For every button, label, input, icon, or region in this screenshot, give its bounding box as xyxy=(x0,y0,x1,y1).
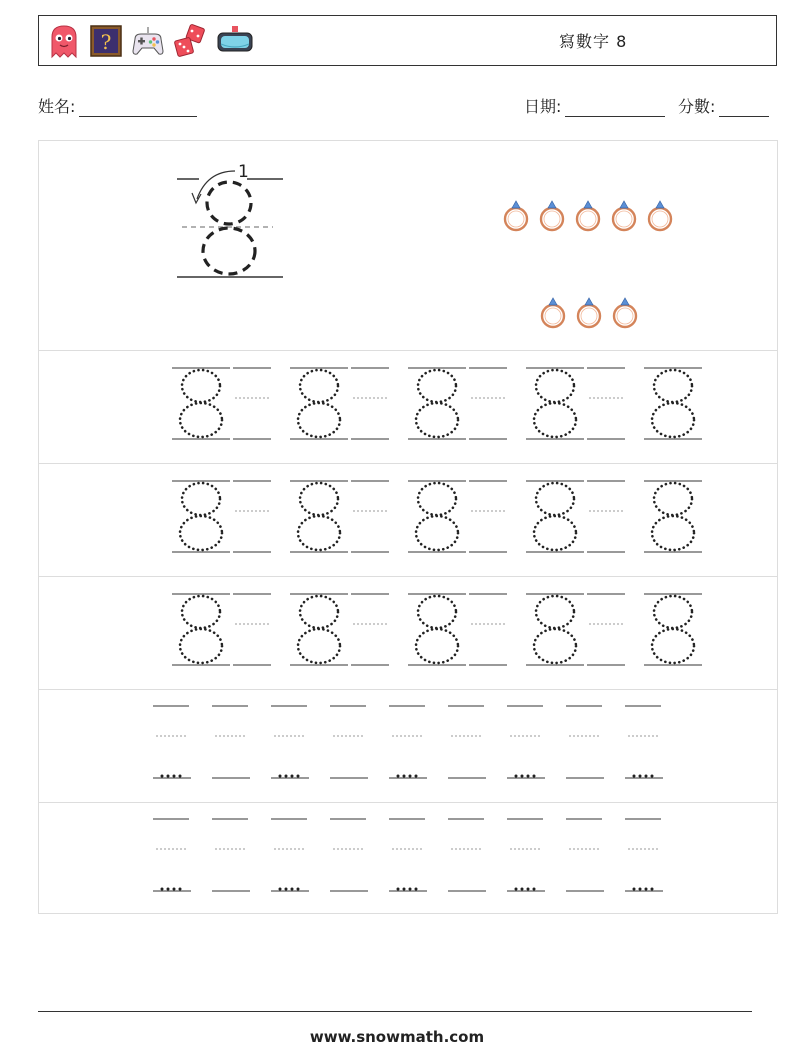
writing-cell[interactable] xyxy=(566,819,604,891)
traced-digit[interactable] xyxy=(408,594,466,665)
blank-cell[interactable] xyxy=(233,368,271,439)
blank-cell[interactable] xyxy=(587,594,625,665)
traced-digit[interactable] xyxy=(290,481,348,552)
write-row-2[interactable] xyxy=(39,803,777,914)
trace-svg[interactable] xyxy=(39,577,777,690)
name-label: 姓名: xyxy=(38,97,76,116)
header-icons xyxy=(47,22,255,60)
writing-cell[interactable] xyxy=(507,706,545,778)
traced-digit[interactable] xyxy=(172,594,230,665)
blank-cell[interactable] xyxy=(469,594,507,665)
date-field[interactable] xyxy=(524,94,665,117)
writing-cell[interactable] xyxy=(389,819,427,891)
svg-text:?: ? xyxy=(100,30,112,54)
traced-digit[interactable] xyxy=(408,368,466,439)
writing-cell[interactable] xyxy=(566,706,604,778)
blank-cell[interactable] xyxy=(587,481,625,552)
blank-cell[interactable] xyxy=(351,481,389,552)
example-row xyxy=(39,141,777,351)
example-svg xyxy=(39,141,777,351)
ring-icon xyxy=(542,298,564,327)
traced-digit[interactable] xyxy=(172,368,230,439)
blank-cell[interactable] xyxy=(351,368,389,439)
ring-counter xyxy=(505,201,671,327)
trace-row-1[interactable] xyxy=(39,351,777,464)
writing-cell[interactable] xyxy=(271,819,309,891)
traced-digit[interactable] xyxy=(172,481,230,552)
traced-digit[interactable] xyxy=(644,481,702,552)
writing-cell[interactable] xyxy=(625,819,663,891)
question-box-icon xyxy=(89,23,123,59)
traced-digit[interactable] xyxy=(290,368,348,439)
ghost-icon xyxy=(47,23,81,59)
traced-digit[interactable] xyxy=(644,368,702,439)
sheet-title: 寫數字 8 xyxy=(559,32,628,51)
ring-icon xyxy=(505,201,527,230)
blank-cell[interactable] xyxy=(469,481,507,552)
vr-headset-icon xyxy=(215,23,255,59)
score-field[interactable] xyxy=(678,94,769,117)
writing-cell[interactable] xyxy=(153,706,191,778)
ring-icon xyxy=(613,201,635,230)
write-row-1[interactable] xyxy=(39,690,777,803)
stroke-number: 1 xyxy=(238,162,249,182)
writing-cell[interactable] xyxy=(212,706,250,778)
score-label: 分數: xyxy=(678,97,716,116)
trace-row-2[interactable] xyxy=(39,464,777,577)
trace-row-3[interactable] xyxy=(39,577,777,690)
name-line[interactable] xyxy=(79,98,197,117)
writing-cell[interactable] xyxy=(448,819,486,891)
footer-site[interactable]: www.snowmath.com xyxy=(309,1028,485,1046)
footer-divider xyxy=(38,1011,752,1012)
blank-cell[interactable] xyxy=(233,481,271,552)
traced-digit[interactable] xyxy=(290,594,348,665)
write-svg[interactable] xyxy=(39,803,777,914)
trace-svg[interactable] xyxy=(39,464,777,577)
ring-icon xyxy=(577,201,599,230)
ring-icon xyxy=(541,201,563,230)
traced-digit[interactable] xyxy=(644,594,702,665)
practice-grid xyxy=(38,140,778,914)
gamepad-icon xyxy=(131,23,165,59)
ring-icon xyxy=(578,298,600,327)
writing-cell[interactable] xyxy=(507,819,545,891)
writing-cell[interactable] xyxy=(330,706,368,778)
date-label: 日期: xyxy=(524,97,562,116)
blank-cell[interactable] xyxy=(469,368,507,439)
dice-icon xyxy=(173,23,207,59)
writing-cell[interactable] xyxy=(625,706,663,778)
writing-cell[interactable] xyxy=(153,819,191,891)
writing-cell[interactable] xyxy=(389,706,427,778)
traced-digit[interactable] xyxy=(526,368,584,439)
writing-cell[interactable] xyxy=(330,819,368,891)
writing-cell[interactable] xyxy=(212,819,250,891)
traced-digit[interactable] xyxy=(408,481,466,552)
writing-cell[interactable] xyxy=(448,706,486,778)
ring-icon xyxy=(614,298,636,327)
example-digit-guide xyxy=(177,162,283,277)
writing-cell[interactable] xyxy=(271,706,309,778)
traced-digit[interactable] xyxy=(526,481,584,552)
blank-cell[interactable] xyxy=(587,368,625,439)
date-line[interactable] xyxy=(565,98,665,117)
score-line[interactable] xyxy=(719,98,769,117)
trace-svg[interactable] xyxy=(39,351,777,464)
blank-cell[interactable] xyxy=(233,594,271,665)
name-field[interactable] xyxy=(38,94,197,117)
blank-cell[interactable] xyxy=(351,594,389,665)
write-svg[interactable] xyxy=(39,690,777,803)
header-box xyxy=(38,15,777,66)
ring-icon xyxy=(649,201,671,230)
traced-digit[interactable] xyxy=(526,594,584,665)
